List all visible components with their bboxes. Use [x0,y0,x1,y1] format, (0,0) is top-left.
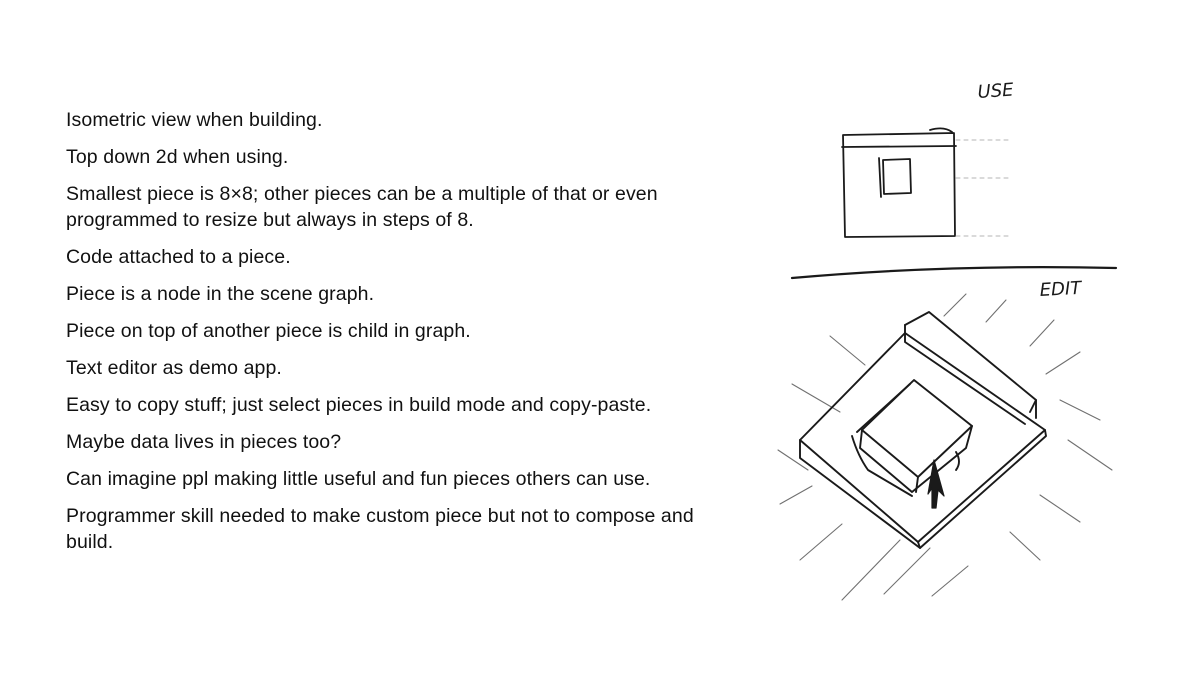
note-item: Isometric view when building. [66,109,323,131]
edit-view-drawing [778,294,1112,600]
note-item: Text editor as demo app. [66,357,282,379]
note-item: Piece on top of another piece is child in graph. [66,320,471,342]
note-item: Can imagine ppl making little useful and fun pieces others can use. [66,468,651,490]
note-item: Maybe data lives in pieces too? [66,431,342,453]
note-item: Piece is a node in the scene graph. [66,283,375,305]
note-item: Top down 2d when using. [66,146,289,168]
note-item: Smallest piece is 8×8; other pieces can be a multiple of that or even programmed to resize but always in steps of 8. [66,183,658,231]
note-item: Programmer skill needed to make custom piece but not to compose and build. [66,505,694,553]
hand-drawn-sketch [770,60,1150,620]
edit-label: EDIT [1039,277,1082,301]
notes-list [66,107,746,566]
note-item: Code attached to a piece. [66,246,291,268]
note-item: Easy to copy stuff; just select pieces in build mode and copy-paste. [66,394,652,416]
use-label: USE [976,79,1015,103]
divider-line [792,267,1116,278]
use-view-drawing [842,128,1010,237]
